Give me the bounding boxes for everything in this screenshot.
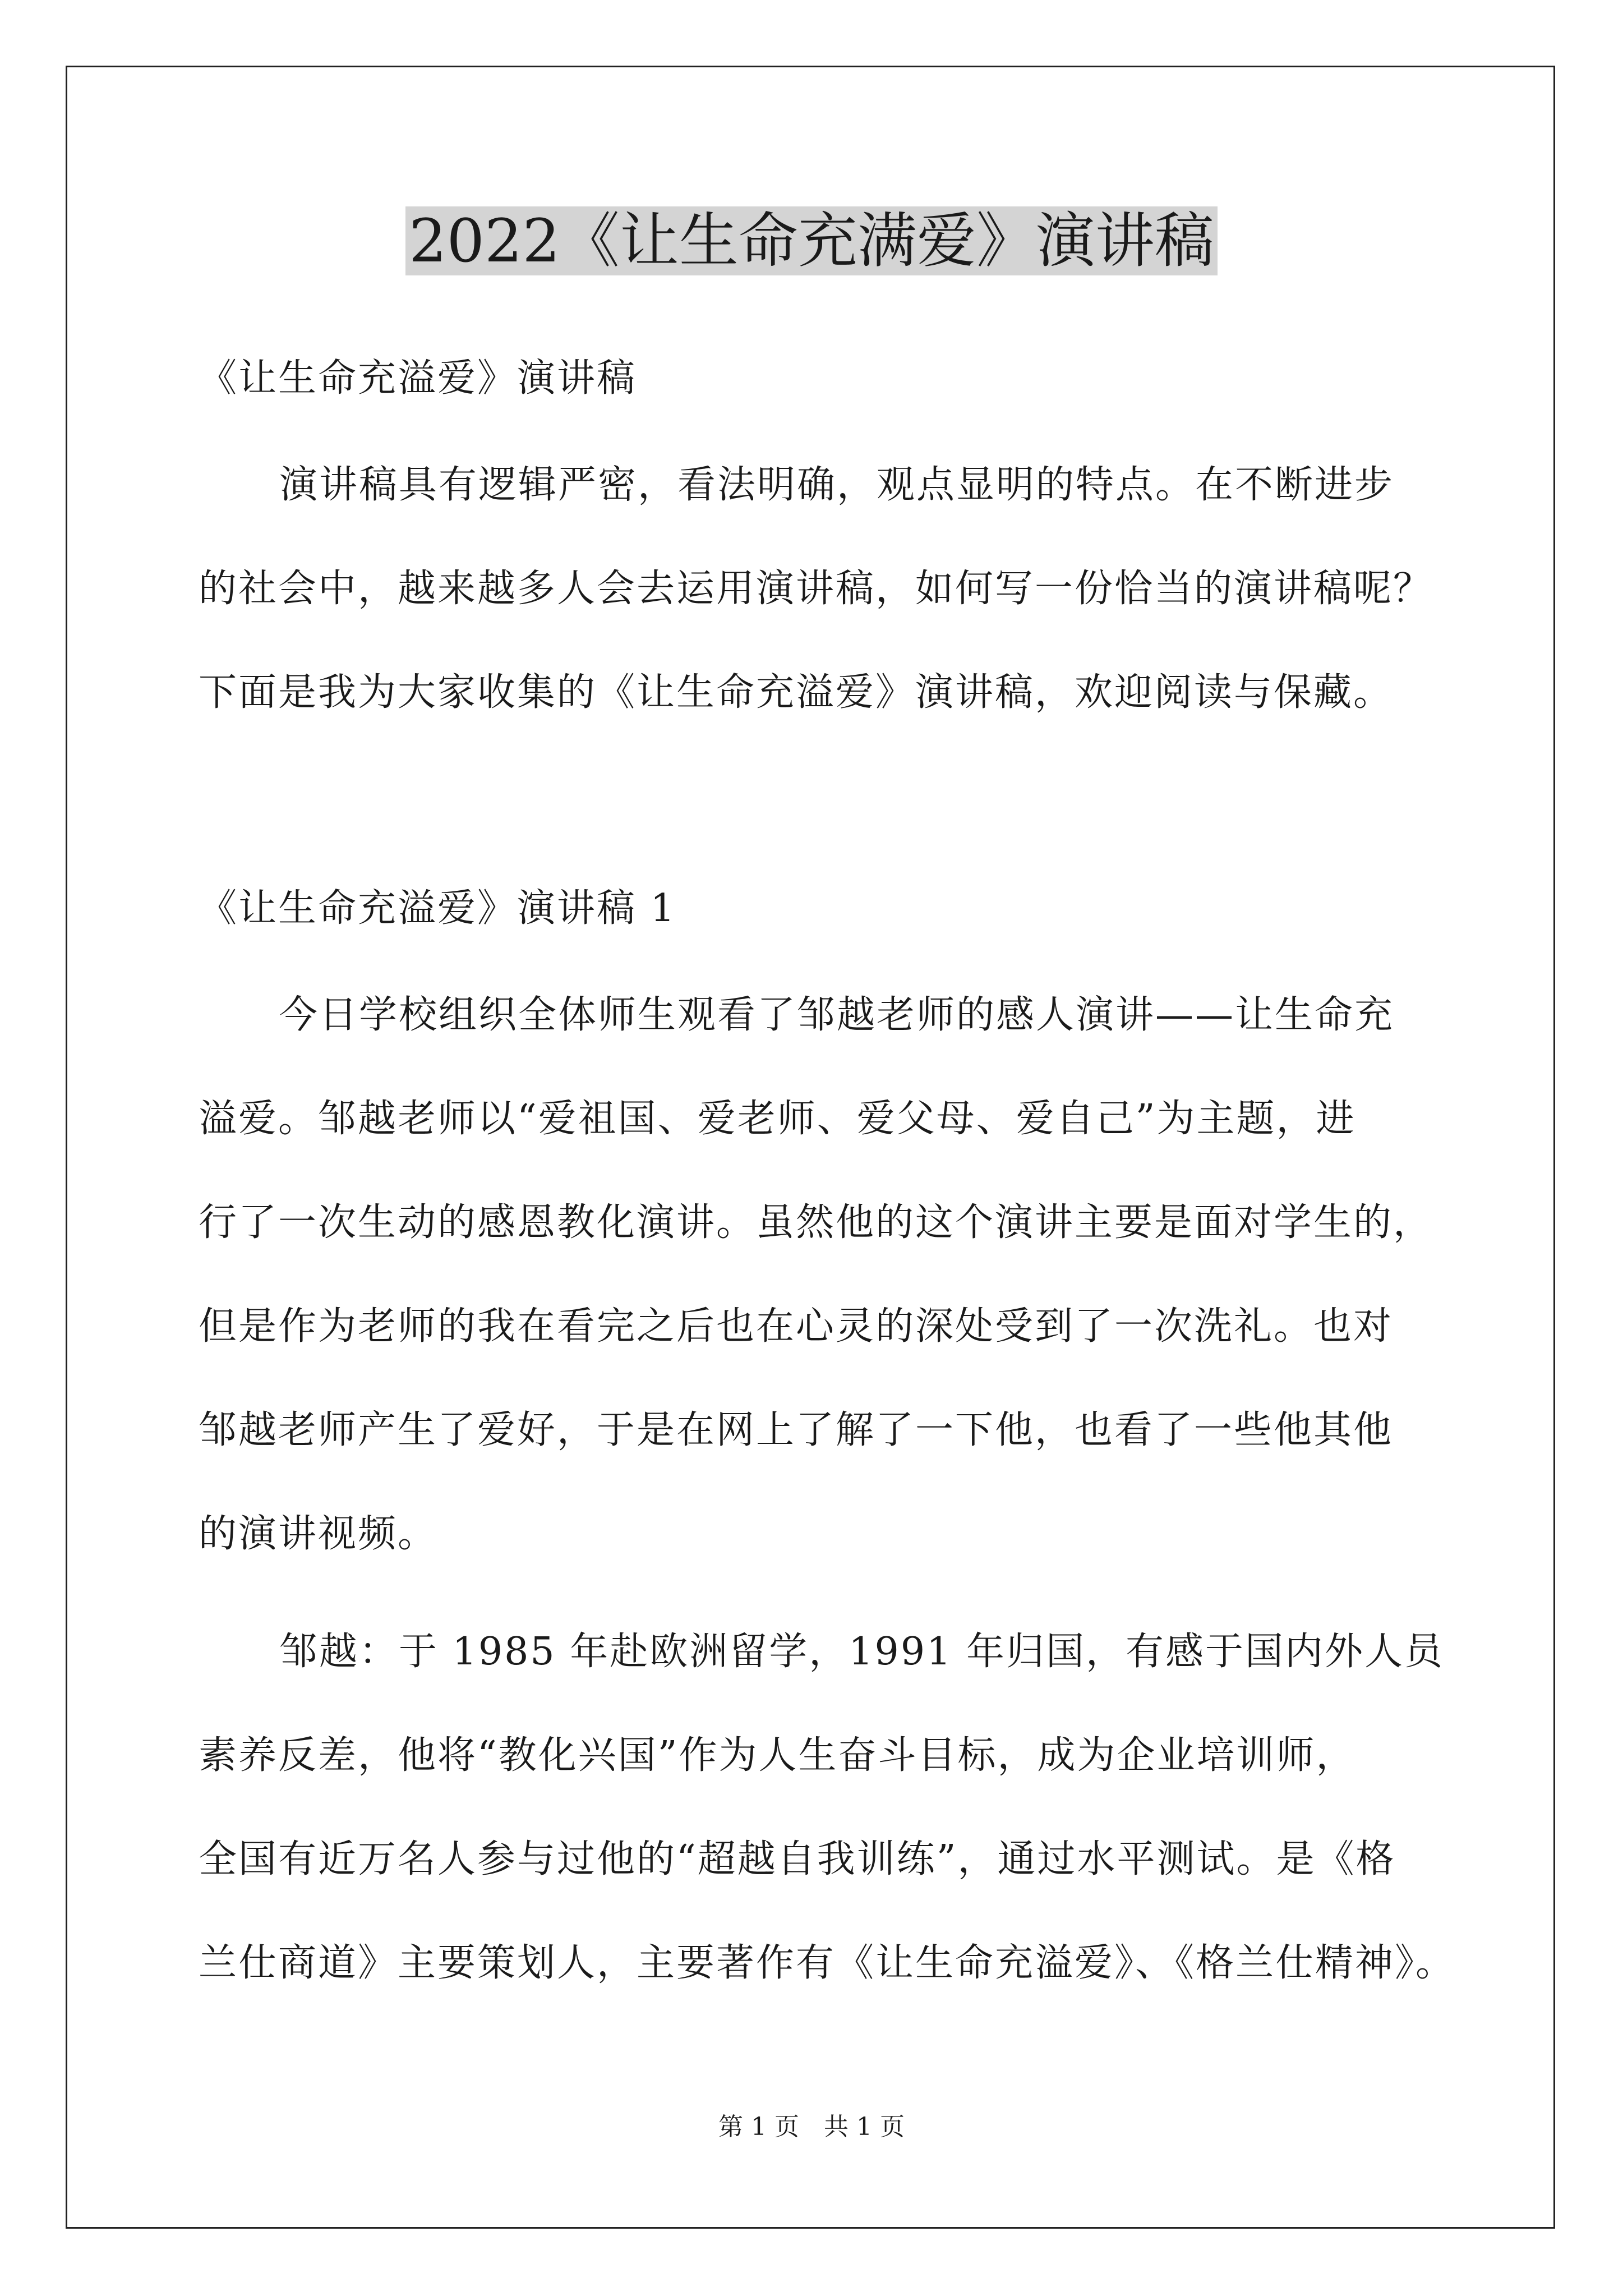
paragraph2-line-3: 全国有近万名人参与过他的“超越自我训练”，通过水平测试。是《格 xyxy=(199,1837,1396,1881)
paragraph1-line-3: 行了一次生动的感恩教化演讲。虽然他的这个演讲主要是面对学生的， xyxy=(199,1200,1433,1245)
paragraph2-line-2: 素养反差，他将“教化兴国”作为人生奋斗目标，成为企业培训师， xyxy=(199,1733,1356,1778)
document-title xyxy=(0,202,1623,280)
paragraph1-line-6: 的演讲视频。 xyxy=(199,1512,438,1556)
document-title-text: 2022《让生命充满爱》演讲稿 xyxy=(405,206,1218,275)
intro-line-2: 的社会中，越来越多人会去运用演讲稿，如何写一份恰当的演讲稿呢？ xyxy=(199,567,1433,611)
section-heading: 《让生命充溢爱》演讲稿 1 xyxy=(199,886,676,931)
paragraph1-line-5: 邹越老师产生了爱好，于是在网上了解了一下他，也看了一些他其他 xyxy=(199,1408,1394,1452)
paragraph1-line-4: 但是作为老师的我在看完之后也在心灵的深处受到了一次洗礼。也对 xyxy=(199,1304,1394,1349)
intro-line-3: 下面是我为大家收集的《让生命充溢爱》演讲稿，欢迎阅读与保藏。 xyxy=(199,670,1394,715)
paragraph1-line-1: 今日学校组织全体师生观看了邹越老师的感人演讲——让生命充 xyxy=(279,993,1395,1037)
paragraph2-line-1: 邹越：于 1985 年赴欧洲留学，1991 年归国，有感于国内外人员 xyxy=(279,1630,1444,1674)
page-footer: 第 1 页 共 1 页 xyxy=(718,2113,905,2141)
paragraph1-line-2: 溢爱。邹越老师以“爱祖国、爱老师、爱父母、爱自己”为主题，进 xyxy=(199,1097,1356,1141)
subtitle: 《让生命充溢爱》演讲稿 xyxy=(199,356,637,401)
intro-line-1: 演讲稿具有逻辑严密，看法明确，观点显明的特点。在不断进步 xyxy=(279,463,1395,507)
paragraph2-line-4: 兰仕商道》主要策划人，主要著作有《让生命充溢爱》、《格兰仕精神》。 xyxy=(199,1941,1456,1985)
